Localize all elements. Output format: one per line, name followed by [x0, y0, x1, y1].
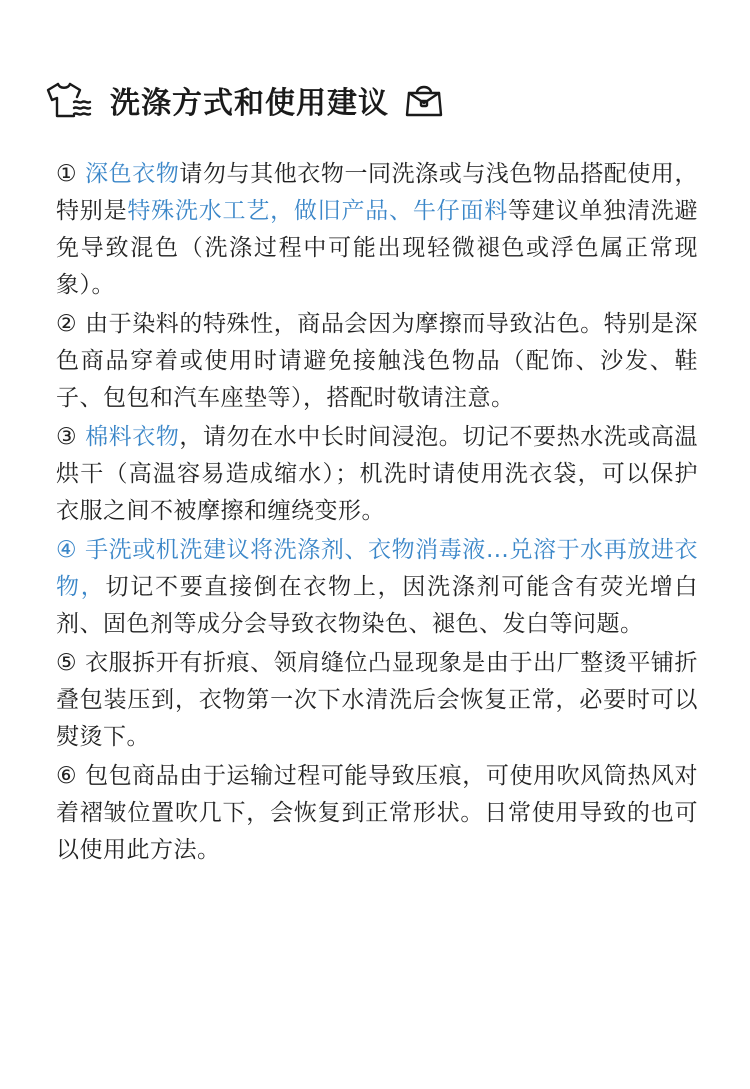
- highlight-text: 棉料衣物: [85, 424, 180, 450]
- handbag-icon: [403, 79, 445, 121]
- instruction-paragraph: [56, 532, 698, 643]
- paragraph-text: ② 由于染料的特殊性，商品会因为摩擦而导致沾色。特别是深色商品穿着或使用时请避免接触浅色物品（配饰、沙发、鞋子、包包和汽车座垫等），搭配时敬请注意。: [56, 311, 698, 411]
- paragraph-text: ，请勿在水中长时间浸泡。切记不要热水洗或高温烘干（高温容易造成缩水）；机洗时请使用洗衣袋，可以保护衣服之间不被摩擦和缠绕变形。: [56, 424, 699, 524]
- instruction-paragraph: [56, 758, 698, 869]
- paragraph-text: 请勿与其他衣物一同洗涤或与浅色物品搭配使用，特别是: [56, 161, 699, 224]
- paragraph-text: ③: [56, 424, 86, 450]
- care-instructions: [56, 156, 698, 869]
- instruction-paragraph: [56, 156, 698, 304]
- paragraph-text: ①: [56, 161, 86, 187]
- page: [0, 70, 750, 1089]
- paragraph-text: 切记不要直接倒在衣物上，因洗涤剂可能含有荧光增白剂、固色剂等成分会导致衣物染色、褪色、发白等问题。: [56, 574, 699, 637]
- paragraph-text: ⑤ 衣服拆开有折痕、领肩缝位凸显现象是由于出厂整烫平铺折叠包装压到，衣物第一次下水清洗后会恢复正常，必要时可以熨烫下。: [56, 650, 698, 750]
- highlight-text: 深色衣物: [85, 161, 180, 187]
- paragraph-text: 等建议单独清洗避免导致混色（洗涤过程中可能出现轻微褪色或浮色属正常现象）。: [56, 198, 699, 298]
- page-title: 洗涤方式和使用建议: [110, 86, 389, 121]
- tshirt-wash-icon: [44, 80, 96, 120]
- section-header: [44, 70, 698, 130]
- instruction-paragraph: [56, 306, 698, 417]
- instruction-paragraph: [56, 645, 698, 756]
- instruction-paragraph: [56, 419, 698, 530]
- paragraph-text: ⑥ 包包商品由于运输过程可能导致压痕，可使用吹风筒热风对着褶皱位置吹几下，会恢复到正常形状。日常使用导致的也可以使用此方法。: [56, 763, 698, 863]
- highlight-text: 特殊洗水工艺，做旧产品、牛仔面料: [127, 198, 508, 224]
- highlight-text: ④ 手洗或机洗建议将洗涤剂、衣物消毒液…兑溶于水再放进衣物，: [56, 537, 698, 600]
